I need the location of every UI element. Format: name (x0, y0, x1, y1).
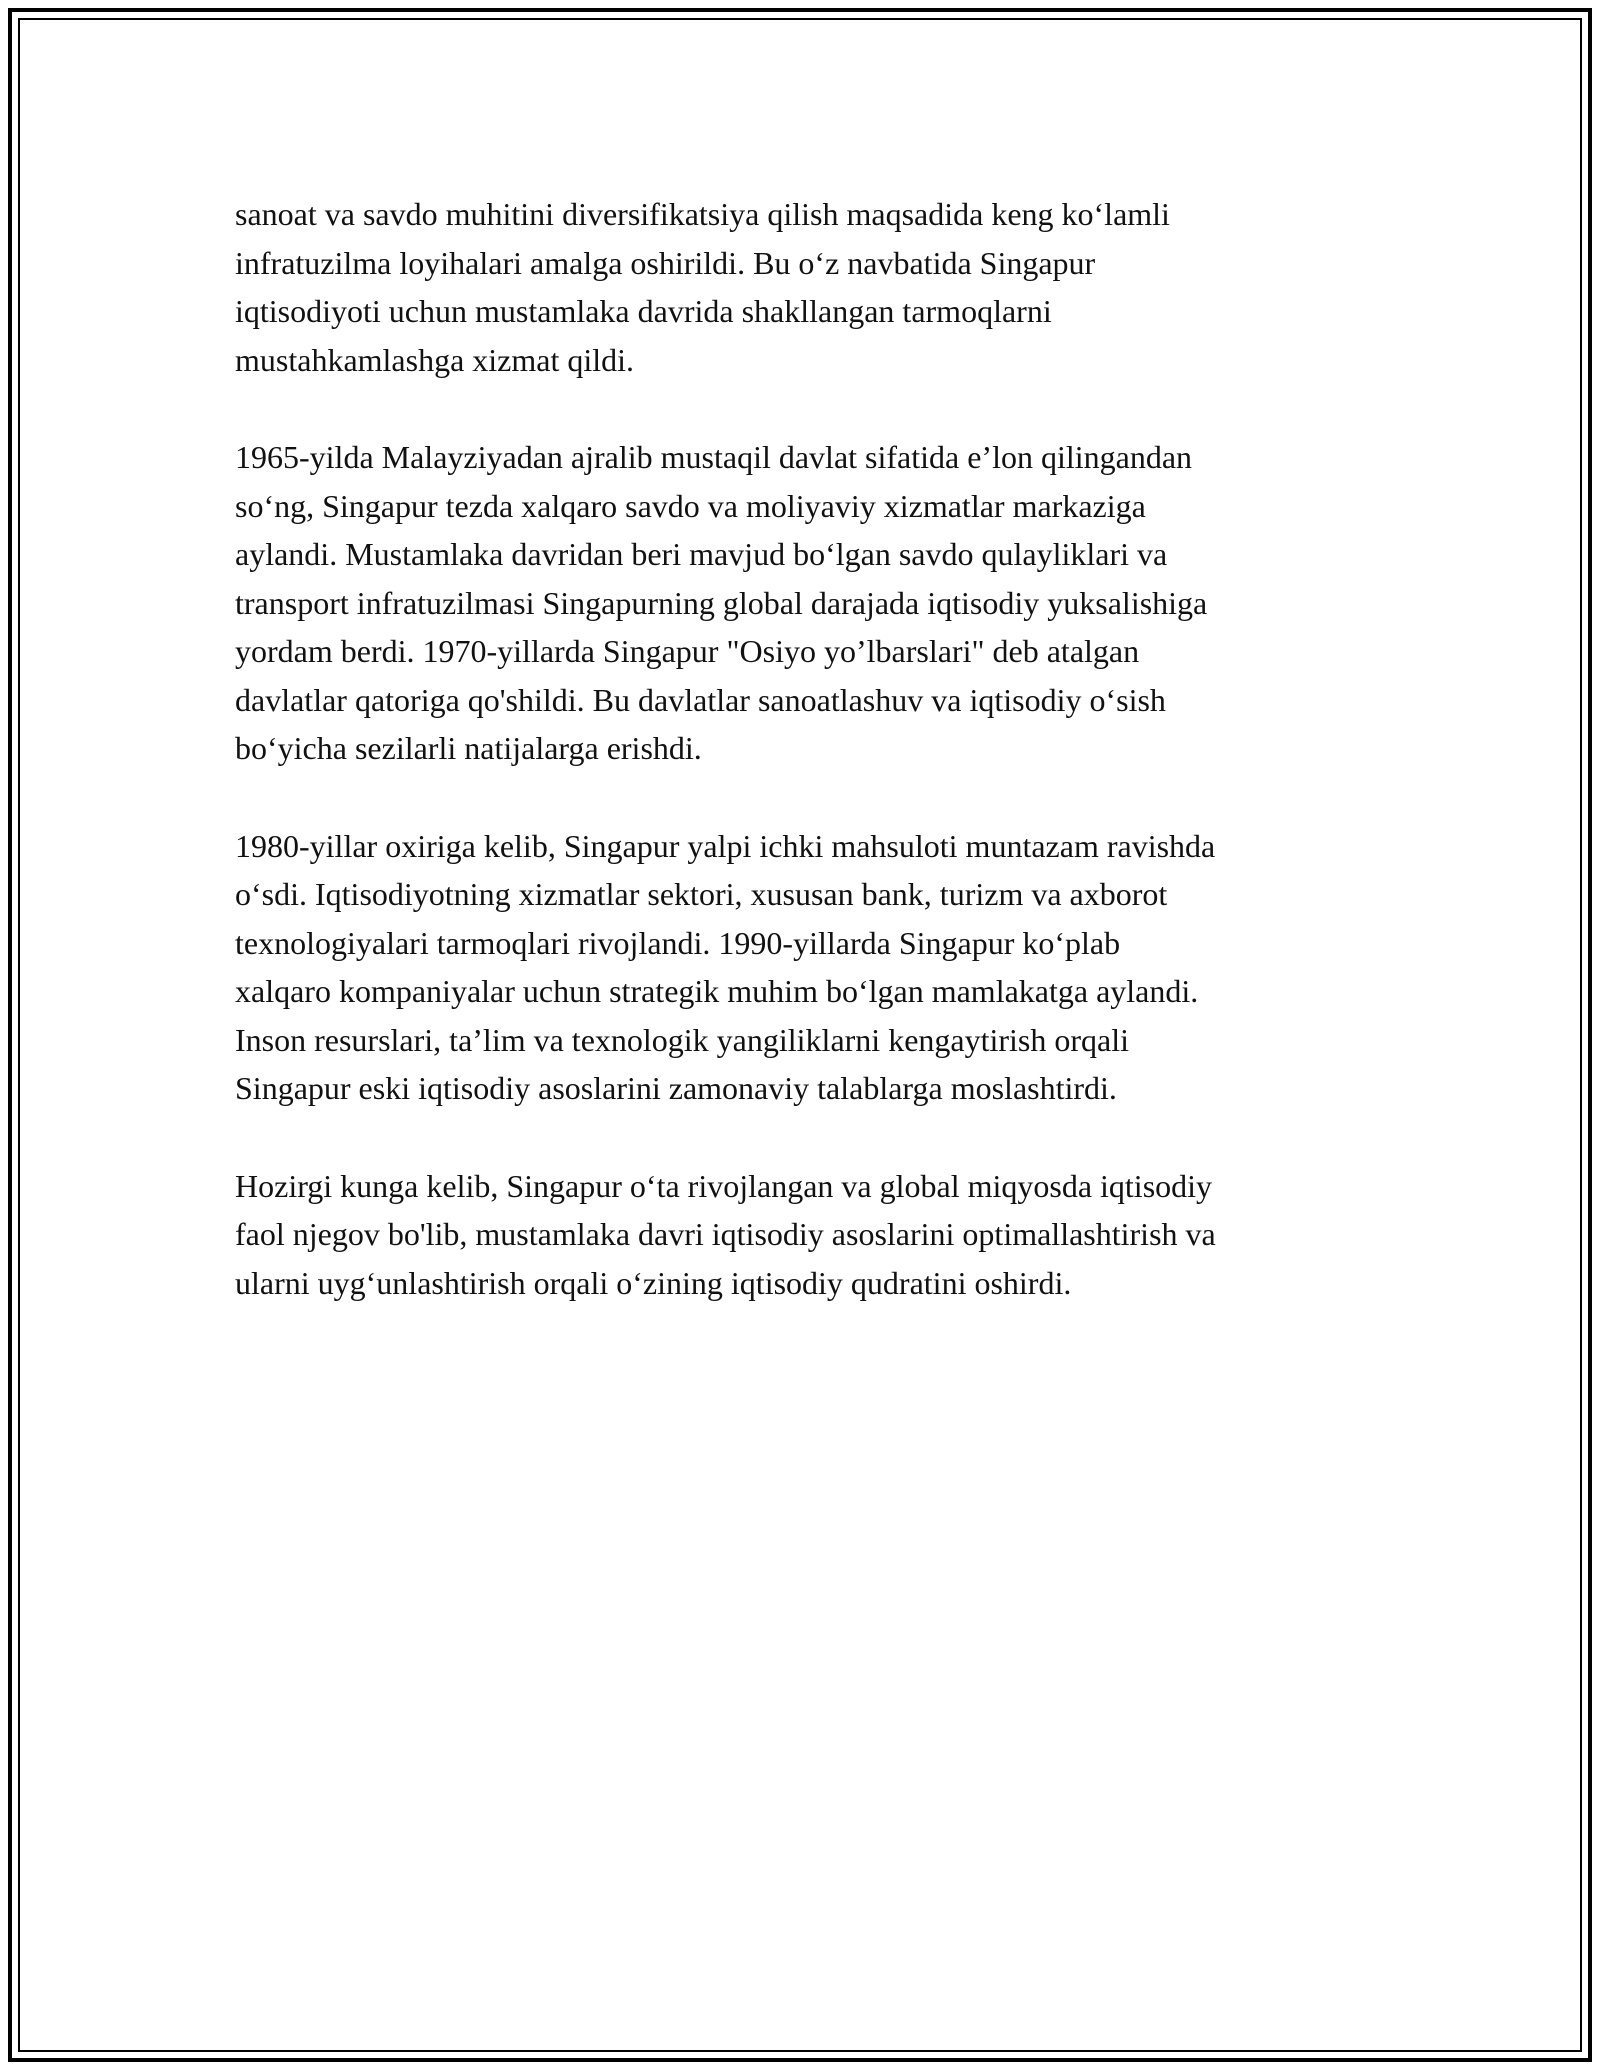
paragraph-2: 1965-yilda Malayziyadan ajralib mustaqil davlat sifatida e’lon qilingandan so‘ng, Singapur tezda xalqaro savdo va moliyaviy xizmatlar markaziga aylandi. Mustamlaka davridan beri mavjud bo‘lgan savdo qulayliklari va transport infratuzilmasi Singapurning global darajada iqtisodiy yuksalishiga yordam berdi. 1970-yillarda Singapur "Osiyo yo’lbarslari" deb atalgan davlatlar qatoriga qo'shildi. Bu davlatlar sanoatlashuv va iqtisodiy o‘sish bo‘yicha sezilarli natijalarga erishdi. (235, 439, 1208, 766)
document-body (235, 190, 1370, 1356)
paragraph-3: 1980-yillar oxiriga kelib, Singapur yalpi ichki mahsuloti muntazam ravishda o‘sdi. Iqtisodiyotning xizmatlar sektori, xususan bank, turizm va axborot texnologiyalari tarmoqlari rivojlandi. 1990-yillarda Singapur ko‘plab xalqaro kompaniyalar uchun strategik muhim bo‘lgan mamlakatga aylandi. Inson resurslari, ta’lim va texnologik yangiliklarni kengaytirish orqali Singapur eski iqtisodiy asoslarini zamonaviy talablarga moslashtirdi. (235, 827, 1216, 1106)
paragraph-1: sanoat va savdo muhitini diversifikatsiya qilish maqsadida keng ko‘lamli infratuzilma loyihalari amalga oshirildi. Bu o‘z navbatida Singapur iqtisodiyoti uchun mustamlaka davrida shakllangan tarmoqlarni mustahkamlashga xizmat qildi. (235, 196, 1170, 378)
paragraph-4: Hozirgi kunga kelib, Singapur o‘ta rivojlangan va global miqyosda iqtisodiy faol njegov bo'lib, mustamlaka davri iqtisodiy asoslarini optimallashtirish va ularni uyg‘unlashtirish orqali o‘zining iqtisodiy qudratini oshirdi. (235, 1167, 1216, 1301)
